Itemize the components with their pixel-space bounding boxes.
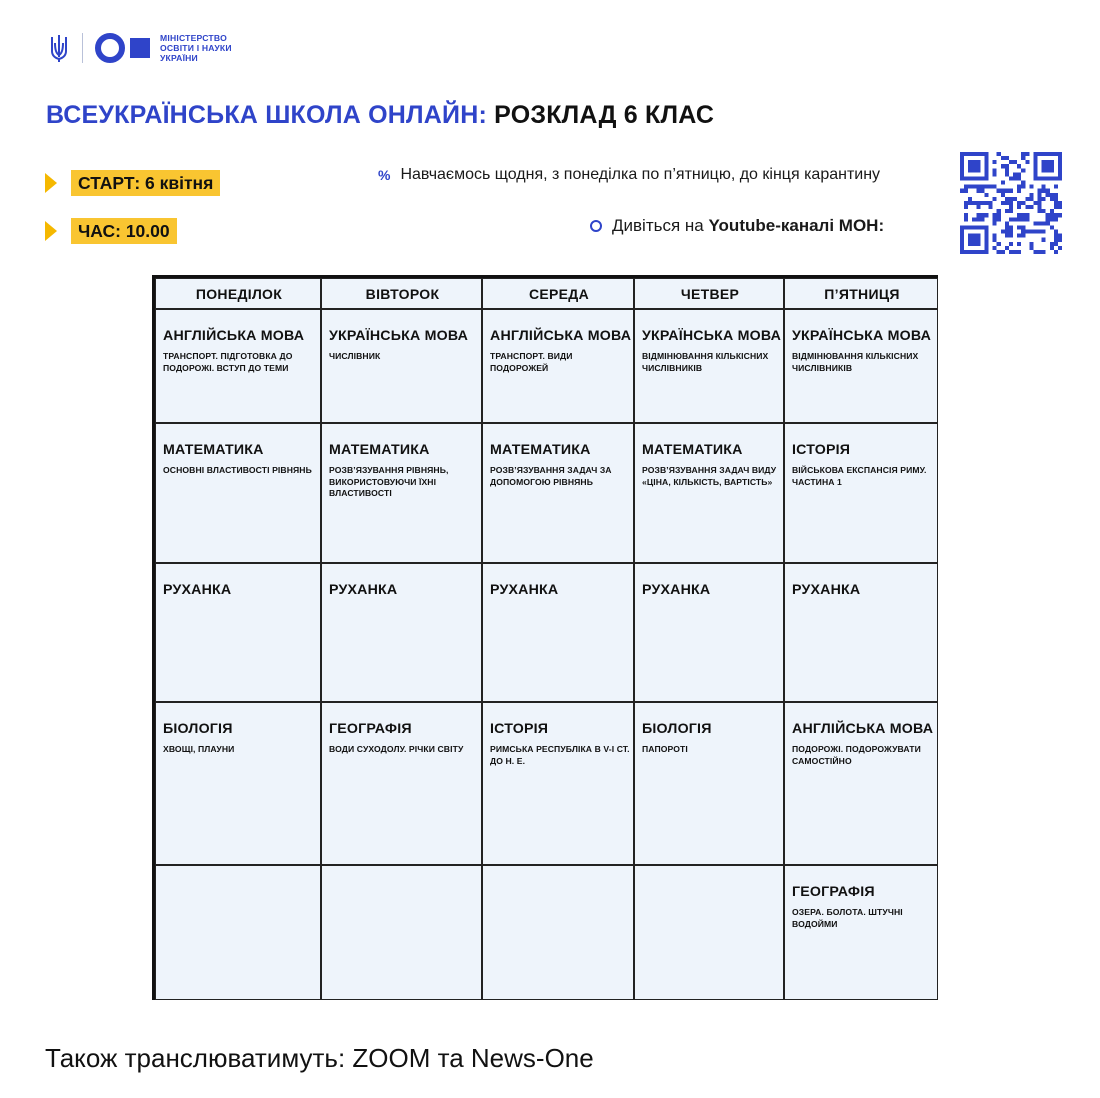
lesson-cell [155, 563, 321, 702]
time-badge: ЧАС: 10.00 [71, 218, 177, 244]
lesson-subject: УКРАЇНСЬКА МОВА [642, 328, 782, 344]
day-header-cell [155, 278, 321, 309]
ministry-logo [48, 33, 232, 63]
lesson-topic: ХВОЩІ, ПЛАУНИ [163, 744, 235, 754]
lesson-subject: РУХАНКА [490, 582, 559, 598]
day-header: ЧЕТВЕР [680, 286, 740, 302]
percent-icon: % [378, 167, 391, 183]
title-rest: РОЗКЛАД 6 КЛАС [494, 101, 715, 129]
lesson-topic: ТРАНСПОРТ. ВИДИ ПОДОРОЖЕЙ [490, 351, 573, 373]
lesson-subject: АНГЛІЙСЬКА МОВА [490, 328, 632, 344]
lesson-subject: АНГЛІЙСЬКА МОВА [163, 328, 305, 344]
lesson-cell [482, 865, 634, 1000]
lesson-subject: АНГЛІЙСЬКА МОВА [792, 721, 934, 737]
lesson-topic: ПАПОРОТІ [642, 744, 688, 754]
lesson-subject: МАТЕМАТИКА [329, 442, 430, 458]
lesson-cell [784, 702, 938, 865]
lesson-subject: ІСТОРІЯ [490, 721, 549, 737]
lesson-topic: РОЗВ’ЯЗУВАННЯ РІВНЯНЬ, ВИКОРИСТОВУЮЧИ ЇХНІ ВЛАСТИВОСТІ [329, 465, 449, 498]
lesson-cell [155, 865, 321, 1000]
circle-bullet-icon [590, 220, 602, 232]
day-header: СЕРЕДА [528, 286, 589, 302]
lesson-cell [784, 423, 938, 563]
youtube-prefix: Дивіться на [612, 216, 709, 235]
lesson-cell [784, 309, 938, 423]
lesson-topic: ВІДМІНЮВАННЯ КІЛЬКІСНИХ ЧИСЛІВНИКІВ [792, 351, 919, 373]
lesson-cell [321, 309, 482, 423]
lesson-cell [155, 702, 321, 865]
lesson-cell [634, 423, 784, 563]
lesson-cell [155, 309, 321, 423]
day-header-cell [634, 278, 784, 309]
lesson-cell [482, 309, 634, 423]
lesson-subject: ГЕОГРАФІЯ [329, 721, 412, 737]
lesson-topic: ОСНОВНІ ВЛАСТИВОСТІ РІВНЯНЬ [163, 465, 312, 475]
day-header-cell [482, 278, 634, 309]
lesson-topic: ОЗЕРА. БОЛОТА. ШТУЧНІ ВОДОЙМИ [792, 907, 903, 929]
lesson-subject: МАТЕМАТИКА [642, 442, 743, 458]
lesson-cell [482, 423, 634, 563]
trident-icon [48, 33, 70, 63]
lesson-topic: ВОДИ СУХОДОЛУ. РІЧКИ СВІТУ [329, 744, 464, 754]
lesson-topic: ВІДМІНЮВАННЯ КІЛЬКІСНИХ ЧИСЛІВНИКІВ [642, 351, 769, 373]
youtube-info [590, 216, 884, 236]
lesson-cell [784, 865, 938, 1000]
lesson-cell [784, 563, 938, 702]
time-badge-row [45, 218, 177, 244]
lesson-cell [321, 423, 482, 563]
start-badge: СТАРТ: 6 квітня [71, 170, 220, 196]
lesson-topic: ЧИСЛІВНИК [329, 351, 381, 361]
mon-mark-icon [95, 33, 150, 63]
lesson-topic: РИМСЬКА РЕСПУБЛІКА В V-І СТ. ДО Н. Е. [490, 744, 630, 766]
lesson-cell [634, 309, 784, 423]
lesson-subject: ІСТОРІЯ [792, 442, 851, 458]
start-badge-row [45, 170, 220, 196]
lesson-topic: ТРАНСПОРТ. ПІДГОТОВКА ДО ПОДОРОЖІ. ВСТУП ДО ТЕМИ [163, 351, 293, 373]
lesson-cell [634, 563, 784, 702]
logo-divider [82, 33, 83, 63]
lesson-cell [321, 865, 482, 1000]
lesson-cell [155, 423, 321, 563]
lesson-cell [634, 702, 784, 865]
lesson-subject: РУХАНКА [163, 582, 232, 598]
lesson-subject: МАТЕМАТИКА [490, 442, 591, 458]
day-header: ПОНЕДІЛОК [195, 286, 283, 302]
lesson-subject: РУХАНКА [792, 582, 861, 598]
arrow-right-icon [45, 221, 57, 241]
lesson-cell [321, 563, 482, 702]
ministry-name-line-2: ОСВІТИ І НАУКИ [160, 43, 232, 53]
lesson-cell [634, 865, 784, 1000]
qr-code-icon[interactable] [960, 152, 1062, 254]
schedule-table [152, 275, 938, 1000]
page-title [46, 101, 714, 130]
lesson-subject: ГЕОГРАФІЯ [792, 884, 875, 900]
lesson-subject: МАТЕМАТИКА [163, 442, 264, 458]
day-header-cell [321, 278, 482, 309]
lesson-subject: БІОЛОГІЯ [642, 721, 712, 737]
lesson-cell [482, 563, 634, 702]
lesson-subject: РУХАНКА [329, 582, 398, 598]
lesson-subject: УКРАЇНСЬКА МОВА [792, 328, 932, 344]
lesson-topic: РОЗВ’ЯЗУВАННЯ ЗАДАЧ ВИДУ «ЦІНА, КІЛЬКІСТЬ, ВАРТІСТЬ» [642, 465, 777, 487]
title-highlight: ВСЕУКРАЇНСЬКА ШКОЛА ОНЛАЙН: [46, 101, 487, 129]
daily-info-text: Навчаємось щодня, з понеділка по п’ятницю, до кінця карантину [400, 166, 881, 183]
daily-info [378, 166, 880, 184]
ministry-name-line-1: МІНІСТЕРСТВО [160, 33, 227, 43]
lesson-topic: РОЗВ’ЯЗУВАННЯ ЗАДАЧ ЗА ДОПОМОГОЮ РІВНЯНЬ [490, 465, 612, 487]
lesson-subject: РУХАНКА [642, 582, 711, 598]
ministry-name [160, 33, 232, 63]
lesson-subject: БІОЛОГІЯ [163, 721, 233, 737]
lesson-topic: ВІЙСЬКОВА ЕКСПАНСІЯ РИМУ. ЧАСТИНА 1 [792, 465, 927, 487]
day-header: ВІВТОРОК [365, 286, 440, 302]
broadcast-note: Також транслюватимуть: ZOOM та News-One [45, 1043, 594, 1073]
day-header: П’ЯТНИЦЯ [824, 286, 900, 302]
lesson-cell [321, 702, 482, 865]
lesson-topic: ПОДОРОЖІ. ПОДОРОЖУВАТИ САМОСТІЙНО [792, 744, 921, 766]
lesson-cell [482, 702, 634, 865]
lesson-subject: УКРАЇНСЬКА МОВА [329, 328, 469, 344]
day-header-cell [784, 278, 938, 309]
ministry-name-line-3: УКРАЇНИ [160, 53, 198, 63]
arrow-right-icon [45, 173, 57, 193]
youtube-channel[interactable]: Youtube-каналі МОН: [708, 216, 885, 235]
